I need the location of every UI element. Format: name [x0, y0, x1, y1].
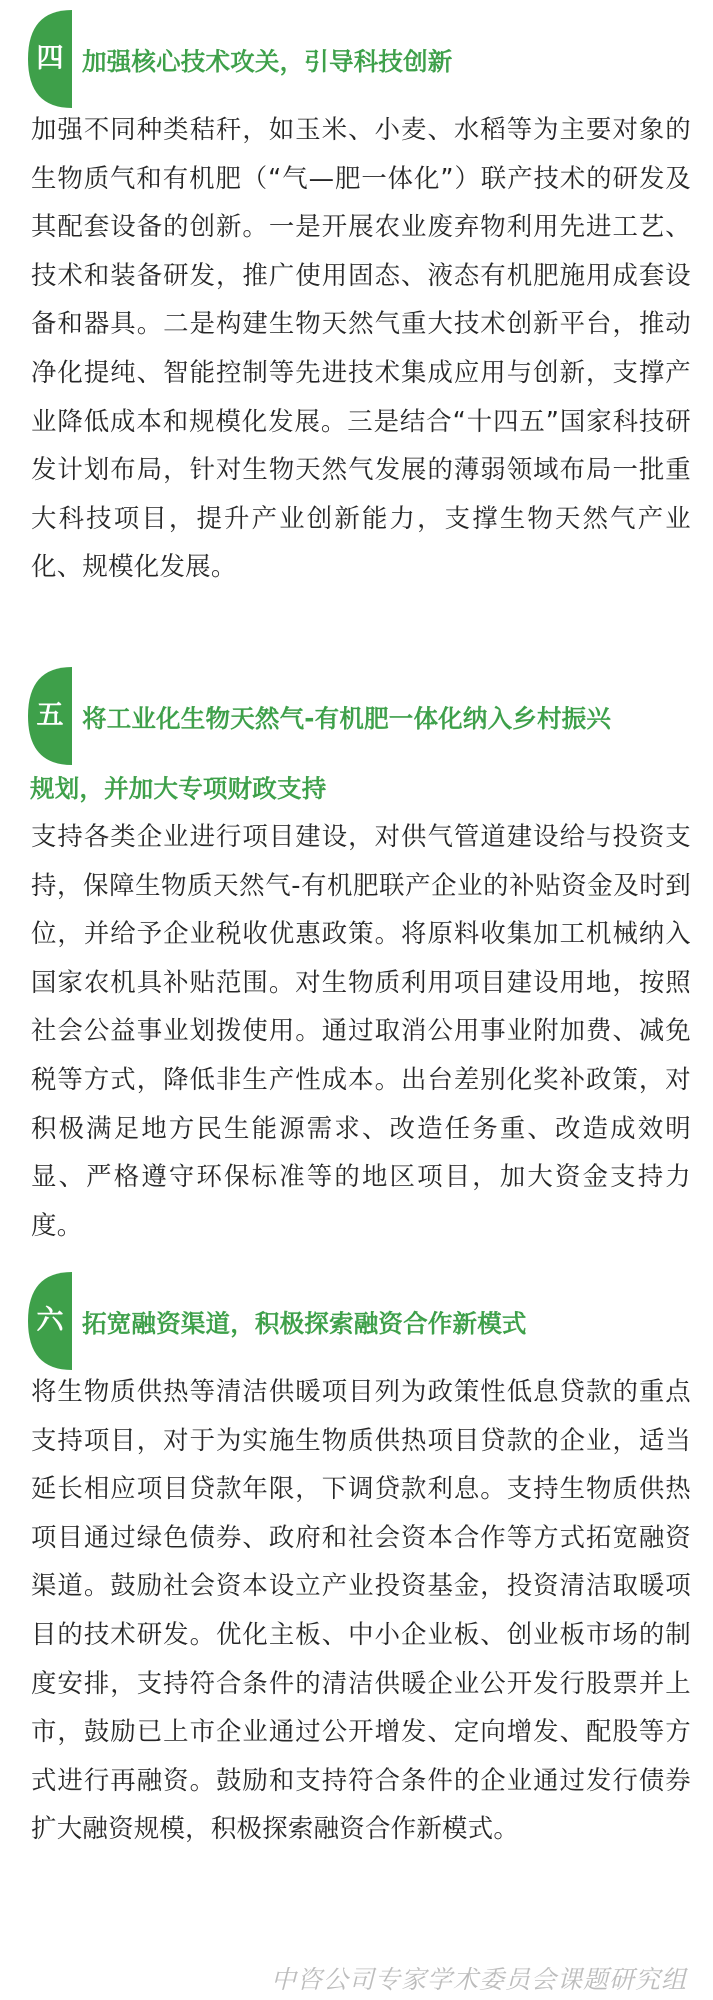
section-heading-line: 拓宽融资渠道，积极探索融资合作新模式 — [82, 1309, 527, 1338]
section-body: 将生物质供热等清洁供暖项目列为政策性低息贷款的重点支持项目，对于为实施生物质供热项目贷款的企业，适当延长相应项目贷款年限，下调贷款利息。支持生物质供热项目通过绿色债券、政府和社会资本合作等方式拓宽融资渠道。鼓励社会资本设立产业投资基金，投资清洁取暖项目的技术研发。优化主板、中小企业板、创业板市场的制度安排，支持符合条件的清洁供暖企业公开发行股票并上市，鼓励已上市企业通过公开增发、定向增发、配股等方式进行再融资。鼓励和支持符合条件的企业通过发行债券扩大融资规模，积极探索融资合作新模式。 — [31, 1376, 691, 1844]
section-body: 支持各类企业进行项目建设，对供气管道建设给与投资支持，保障生物质天然气-有机肥联产企业的补贴资金及时到位，并给予企业税收优惠政策。将原料收集加工机械纳入国家农机具补贴范围。对生物质利用项目建设用地，按照社会公益事业划拨使用。通过取消公用事业附加费、减免税等方式，降低非生产性成本。出台差别化奖补政策，对积极满足地方民生能源需求、改造任务重、改造成效明显、严格遵守环保标准等的地区项目，加大资金支持力度。 — [31, 821, 691, 1240]
section-heading-line: 将工业化生物天然气-有机肥一体化纳入乡村振兴 — [82, 704, 612, 733]
section-heading-line: 规划，并加大专项财政支持 — [30, 774, 327, 803]
section-number: 五 — [36, 700, 64, 731]
section-heading — [82, 1305, 527, 1340]
section-heading — [82, 43, 453, 78]
section-badge — [28, 667, 72, 765]
section-number: 四 — [36, 43, 64, 74]
section-badge — [28, 10, 72, 108]
section-heading — [82, 700, 611, 735]
section-number: 六 — [36, 1305, 64, 1336]
section-body: 加强不同种类秸秆，如玉米、小麦、水稻等为主要对象的生物质气和有机肥（“气—肥一体化”）联产技术的研发及其配套设备的创新。一是开展农业废弃物利用先进工艺、技术和装备研发，推广使用固态、液态有机肥施用成套设备和器具。二是构建生物天然气重大技术创新平台，推动净化提纯、智能控制等先进技术集成应用与创新，支撑产业降低成本和规模化发展。三是结合“十四五”国家科技研发计划布局，针对生物天然气发展的薄弱领域布局一批重大科技项目，提升产业创新能力，支撑生物天然气产业化、规模化发展。 — [31, 114, 691, 582]
author-footer: 中咨公司专家学术委员会课题研究组 — [270, 1965, 687, 1994]
section-badge — [28, 1272, 72, 1370]
section-heading-line: 加强核心技术攻关，引导科技创新 — [82, 47, 453, 76]
section-heading-continued — [30, 770, 326, 805]
